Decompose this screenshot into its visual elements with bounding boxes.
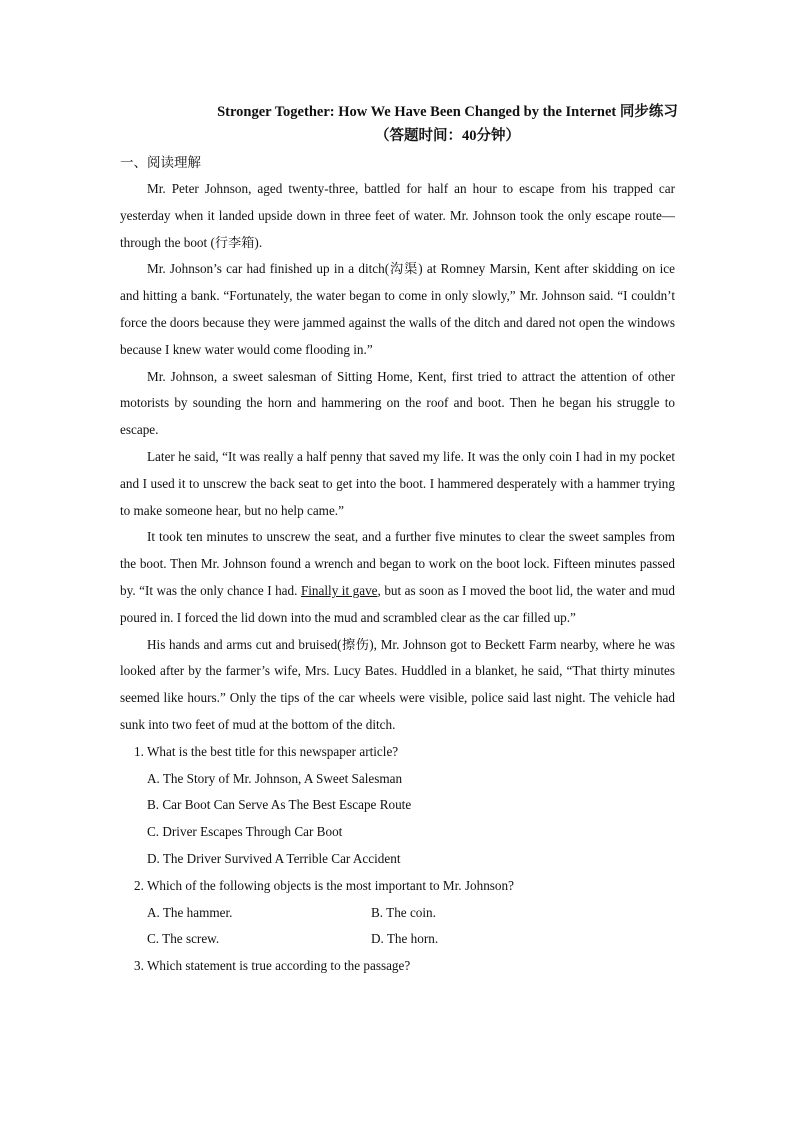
question-list <box>120 739 675 980</box>
paragraph-text: It took ten minutes to unscrew the seat, and a further five minutes to clear the sweet samples from the boot. Then Mr. Johnson found a wrench and began to work on the boot lock. Fifteen minutes passed by. “It was the only chance I had. <box>120 529 675 598</box>
question-2-option-c: C. The screw. <box>147 931 220 947</box>
question-2-options-row <box>120 926 675 953</box>
worksheet-page <box>120 100 678 980</box>
document-subtitle: （答题时间：40分钟） <box>375 128 520 144</box>
underlined-phrase: Finally it gave <box>300 582 378 598</box>
question-1-option-b: B. Car Boot Can Serve As The Best Escape Route <box>147 797 412 813</box>
question-2-option-d: D. The horn. <box>371 931 439 947</box>
passage-paragraph: Mr. Johnson, a sweet salesman of Sitting Home, Kent, first tried to attract the attention of other motorists by sounding the horn and hammering on the roof and boot. Then he began his struggle to escape. <box>120 368 675 438</box>
question-1: 1. What is the best title for this newspaper article? <box>134 743 399 759</box>
passage-paragraph: His hands and arms cut and bruised(擦伤), Mr. Johnson got to Beckett Farm nearby, where he was looked after by the farmer’s wife, Mrs. Lucy Bates. Huddled in a blanket, he said, “That thirty minutes seemed like hours.” Only the tips of the car wheels were visible, police said last night. The vehicle had sunk into two feet of mud at the bottom of the ditch. <box>120 636 675 732</box>
passage-paragraph: Mr. Peter Johnson, aged twenty-three, battled for half an hour to escape from his trapped car yesterday when it landed upside down in three feet of water. Mr. Johnson took the only escape route—through the boot (行李箱). <box>120 181 675 250</box>
question-1-option-d: D. The Driver Survived A Terrible Car Accident <box>147 850 401 866</box>
question-2-option-b: B. The coin. <box>371 904 436 920</box>
question-2-option-a: A. The hammer. <box>147 904 233 920</box>
section-heading: 一、阅读理解 <box>120 155 201 170</box>
document-title: Stronger Together: How We Have Been Changed by the Internet 同步练习 <box>217 104 678 120</box>
passage-paragraph: Mr. Johnson’s car had finished up in a ditch(沟渠) at Romney Marsin, Kent after skidding on ice and hitting a bank. “Fortunately, the water began to come in only slowly,” Mr. Johnson said. “I couldn’t force the doors because they were jammed against the walls of the ditch and dared not open the windows because I knew water would come flooding in.” <box>120 261 675 357</box>
passage-paragraph <box>120 524 675 631</box>
passage-paragraph: Later he said, “It was really a half penny that saved my life. It was the only coin I had in my pocket and I used it to unscrew the back seat to get into the boot. I hammered desperately with a hammer trying to make someone hear, but no help came.” <box>120 448 675 518</box>
reading-passage <box>120 176 675 739</box>
question-1-option-a: A. The Story of Mr. Johnson, A Sweet Salesman <box>147 770 403 786</box>
paragraph-text: , but as soon as I moved the boot lid, the water and mud poured in. I forced the lid down into the mud and scrambled clear as the car filled up.” <box>120 582 675 625</box>
question-2: 2. Which of the following objects is the most important to Mr. Johnson? <box>134 877 514 893</box>
question-1-option-c: C. Driver Escapes Through Car Boot <box>147 824 343 840</box>
question-2-options-row <box>120 900 675 927</box>
question-3: 3. Which statement is true according to the passage? <box>134 958 411 974</box>
